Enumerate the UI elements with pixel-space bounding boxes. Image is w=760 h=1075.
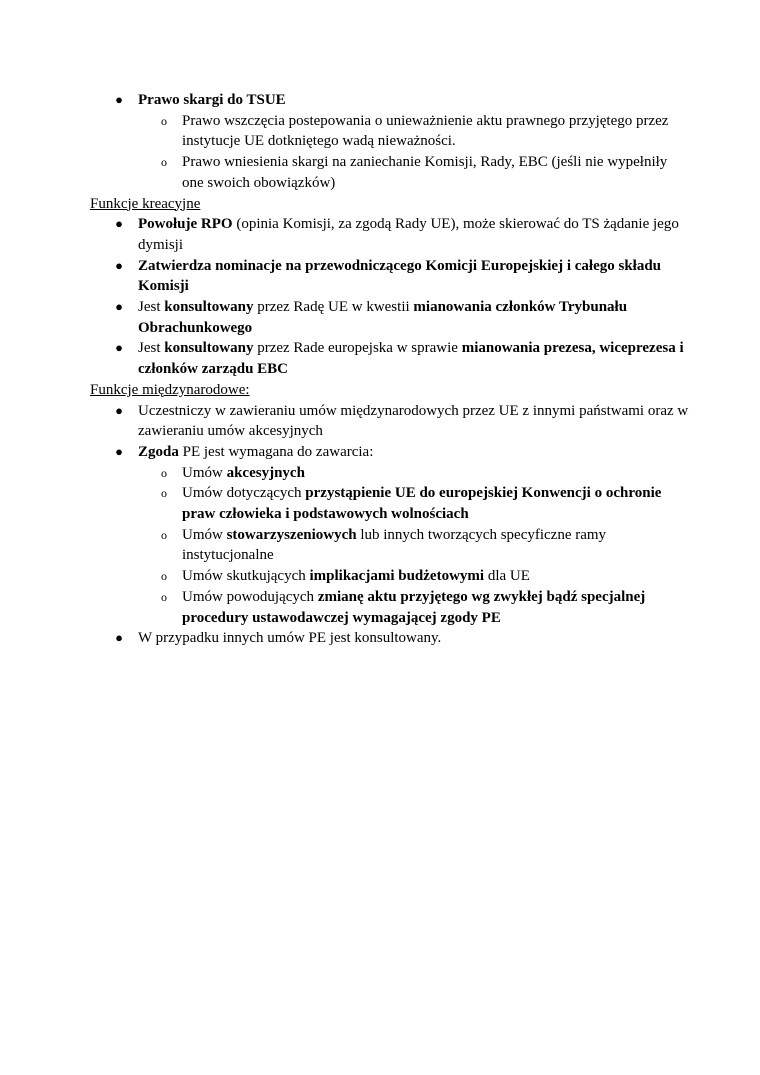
sub-bullet-item (90, 111, 690, 152)
text: Funkcje kreacyjne (90, 195, 201, 212)
text: Prawo wniesienia skargi na zaniechanie Komisji, Rady, EBC (jeśli nie wypełniły one swoich obowiązków) (182, 154, 668, 191)
text: Uczestniczy w zawieraniu umów międzynarodowych przez UE z innymi państwami oraz w zawieraniu umów akcesyjnych (138, 402, 689, 440)
bold-text: zmianę aktu przyjętego wg zwykłej bądź specjalnej procedury ustawodawczej wymagającej zgody PE (182, 588, 646, 626)
bullet-disc-icon: ● (115, 257, 123, 273)
bullet-item (90, 90, 690, 111)
bold-text: stowarzyszeniowych (226, 526, 357, 543)
text: Umów (182, 526, 227, 543)
bullet-disc-icon: ● (115, 630, 123, 646)
bold-text: mianowania członków Trybunału Obrachunkowego (138, 299, 628, 336)
bullet-item (90, 401, 690, 442)
text: Umów (182, 464, 227, 481)
bold-text: mianowania prezesa, wiceprezesa i członków zarządu EBC (138, 340, 684, 378)
bullet-circle-icon: o (161, 589, 167, 604)
sub-bullet-item (90, 566, 690, 587)
bold-text: Zgoda (138, 443, 179, 460)
bold-text: konsultowany (164, 340, 254, 357)
bullet-item (90, 628, 690, 649)
text: Jest (138, 340, 165, 357)
document-content (90, 90, 690, 649)
bullet-disc-icon: ● (115, 299, 123, 315)
text: Umów skutkujących (182, 568, 310, 585)
text: dla UE (484, 568, 530, 585)
bullet-disc-icon: ● (115, 92, 123, 107)
bullet-item (90, 442, 690, 463)
section-heading (90, 380, 690, 401)
text: Umów powodujących (182, 588, 318, 605)
bold-text: przystąpienie UE do europejskiej Konwencji o ochronie praw człowieka i podstawowych wolnościach (182, 485, 662, 523)
text: W przypadku innych umów PE jest konsultowany. (138, 630, 442, 647)
text: przez Radę UE w kwestii (253, 299, 414, 316)
bullet-circle-icon: o (161, 569, 167, 584)
bold-text: Prawo skargi do TSUE (138, 92, 286, 108)
bold-text: akcesyjnych (226, 464, 305, 481)
bullet-circle-icon: o (161, 155, 167, 170)
bullet-disc-icon: ● (115, 443, 123, 459)
bold-text: Zatwierdza nominacje na przewodniczącego Komicji Europejskiej i całego składu Komisji (138, 257, 662, 295)
text: PE jest wymagana do zawarcia: (178, 443, 374, 460)
text: Funkcje międzynarodowe: (90, 381, 250, 398)
text: przez Rade europejska w sprawie (253, 340, 462, 357)
bullet-disc-icon: ● (115, 340, 123, 356)
bold-text: implikacjami budżetowymi (309, 568, 485, 585)
text: Jest (138, 299, 165, 316)
text: (opinia Komisji, za zgodą Rady UE), może skierować do TS żądanie jego dymisji (138, 216, 679, 253)
bullet-circle-icon: o (161, 486, 167, 501)
sub-bullet-item (90, 463, 690, 484)
section-heading (90, 194, 690, 215)
sub-bullet-item (90, 587, 690, 628)
bullet-circle-icon: o (161, 113, 167, 128)
sub-bullet-item (90, 152, 690, 193)
bullet-circle-icon: o (161, 527, 167, 542)
sub-bullet-item (90, 483, 690, 524)
bold-text: Powołuje RPO (138, 216, 233, 233)
bullet-item (90, 214, 690, 255)
bullet-item (90, 297, 690, 338)
bullet-item (90, 338, 690, 379)
bullet-disc-icon: ● (115, 402, 123, 418)
bold-text: konsultowany (164, 299, 254, 316)
bullet-item (90, 256, 690, 297)
bullet-circle-icon: o (161, 465, 167, 480)
bullet-disc-icon: ● (115, 216, 123, 232)
sub-bullet-item (90, 525, 690, 566)
text: Prawo wszczęcia postepowania o unieważnienie aktu prawnego przyjętego przez instytucje UE dotkniętego wadą nieważności. (182, 112, 669, 150)
text: Umów dotyczących (182, 485, 306, 502)
text: lub innych tworzących specyficzne ramy instytucjonalne (182, 526, 607, 564)
